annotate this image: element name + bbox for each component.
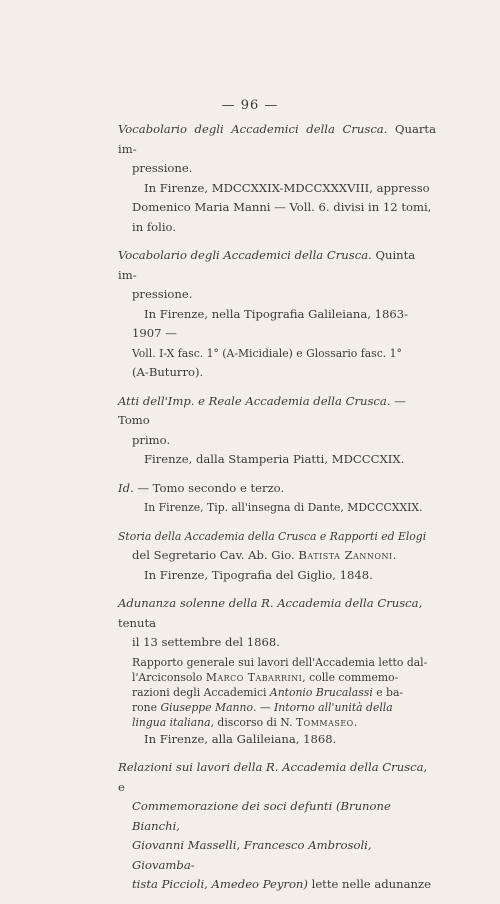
text-part: . — [252,700,275,714]
entry-title-rest: — Tomo [118,393,406,427]
entry-line: Voll. I-X fasc. 1° (A-Micidiale) e Glossario fasc. 1° [132,346,402,360]
text-part: razioni degli Accademici [132,685,270,699]
rapporto-line: Rapporto generale sui lavori dell'Accademia letto dal- [132,655,428,669]
entry-line-part: . [392,548,397,562]
bibliography-entry [118,392,436,470]
text-part: , colle commemo- [302,670,399,684]
bibliography-entry [118,594,436,749]
page-number: — 96 — [221,98,279,113]
entry-line: il 13 settembre del 1868. [132,635,280,649]
entry-line: Domenico Maria Manni — Voll. 6. divisi in 12 tomi, [132,200,432,214]
entry-line: pressione. [132,161,193,175]
entry-line-part: del Segretario Cav. Ab. Gio. [132,548,299,562]
bibliography-list [118,120,436,904]
entry-line [118,546,436,566]
entry-title: Vocabolario degli Accademici della Crusca. [118,122,388,136]
entry-heading [118,479,436,499]
entry-line: In Firenze, MDCCXXIX-MDCCXXXVIII, appresso [144,180,430,195]
entry-heading [118,120,436,159]
text-part: l'Arciconsolo [132,670,206,684]
entry-line: in folio. [132,219,177,234]
entry-title-rest: Quinta im- [118,248,416,282]
entry-line: In Firenze, Tipografia del Giglio, 1848. [144,567,373,582]
entry-title: Relazioni sui lavori della R. Accademia della Crusca, [118,760,428,774]
text-part: , discorso di N. [210,715,296,729]
entry-title: Id. [118,480,134,495]
author-name: Marco Tabarrini [205,670,303,684]
bibliography-entry [118,527,436,586]
entry-title-rest: tenuta [118,615,157,630]
entry-heading [118,594,436,633]
entry-title-rest: e [118,779,125,794]
bibliography-entry [118,479,436,518]
entry-line: Giovanni Masselli, Francesco Ambrosoli, Giovamba- [132,838,372,872]
entry-title: Adunanza solenne della R. Accademia della Crusca, [118,596,423,610]
rapporto-block [118,655,436,730]
entry-line: In Firenze, Tip. all'insegna di Dante, MDCCCXXIX. [144,501,423,514]
person-name: Giuseppe Manno [160,700,253,714]
person-name: Antonio Brucalassi [269,685,373,699]
entry-title: Storia della Accademia della Crusca e Rapporti ed Elogi [118,529,427,543]
entry-title: Atti dell'Imp. e Reale Accademia della Crusca. [118,393,391,408]
text-part: lette nelle adunanze [307,877,431,891]
entry-title: Vocabolario degli Accademici della Crusca. [118,248,372,262]
text-part: tista Piccioli, Amedeo Peyron) [132,877,308,891]
entry-line: Commemorazione dei soci defunti (Brunone Bianchi, [132,799,391,833]
entry-line: Firenze, dalla Stamperia Piatti, MDCCCXIX. [144,452,405,466]
entry-line: In Firenze, nella Tipografia Galileiana, 1863-1907 — [132,306,409,340]
rapporto-line [118,700,436,715]
author-name: Tommaseo [295,715,354,729]
entry-title-rest: Quarta im- [118,122,437,156]
entry-title-rest: — Tomo secondo e terzo. [133,480,285,495]
text-part: e ba- [372,685,404,699]
rapporto-line [118,685,436,700]
rapporto-line [118,670,436,685]
entry-line: pressione. [132,287,193,301]
bibliography-entry [118,758,436,895]
entry-line [118,875,436,895]
discourse-title: lingua italiana [132,715,211,729]
entry-heading [118,392,436,431]
discourse-title: Intorno all'unità della [274,700,393,714]
rapporto-line [118,715,436,730]
text-part: rone [132,700,161,714]
text-part: . [353,715,358,729]
author-name: Batista Zannoni [298,548,393,562]
entry-heading [118,246,436,285]
bibliography-entry [118,120,436,237]
entry-line: (A-Buturro). [132,365,204,379]
entry-heading [118,758,436,797]
bibliography-entry [118,246,436,383]
entry-line: In Firenze, alla Galileiana, 1868. [144,731,337,746]
entry-line: primo. [132,432,171,447]
